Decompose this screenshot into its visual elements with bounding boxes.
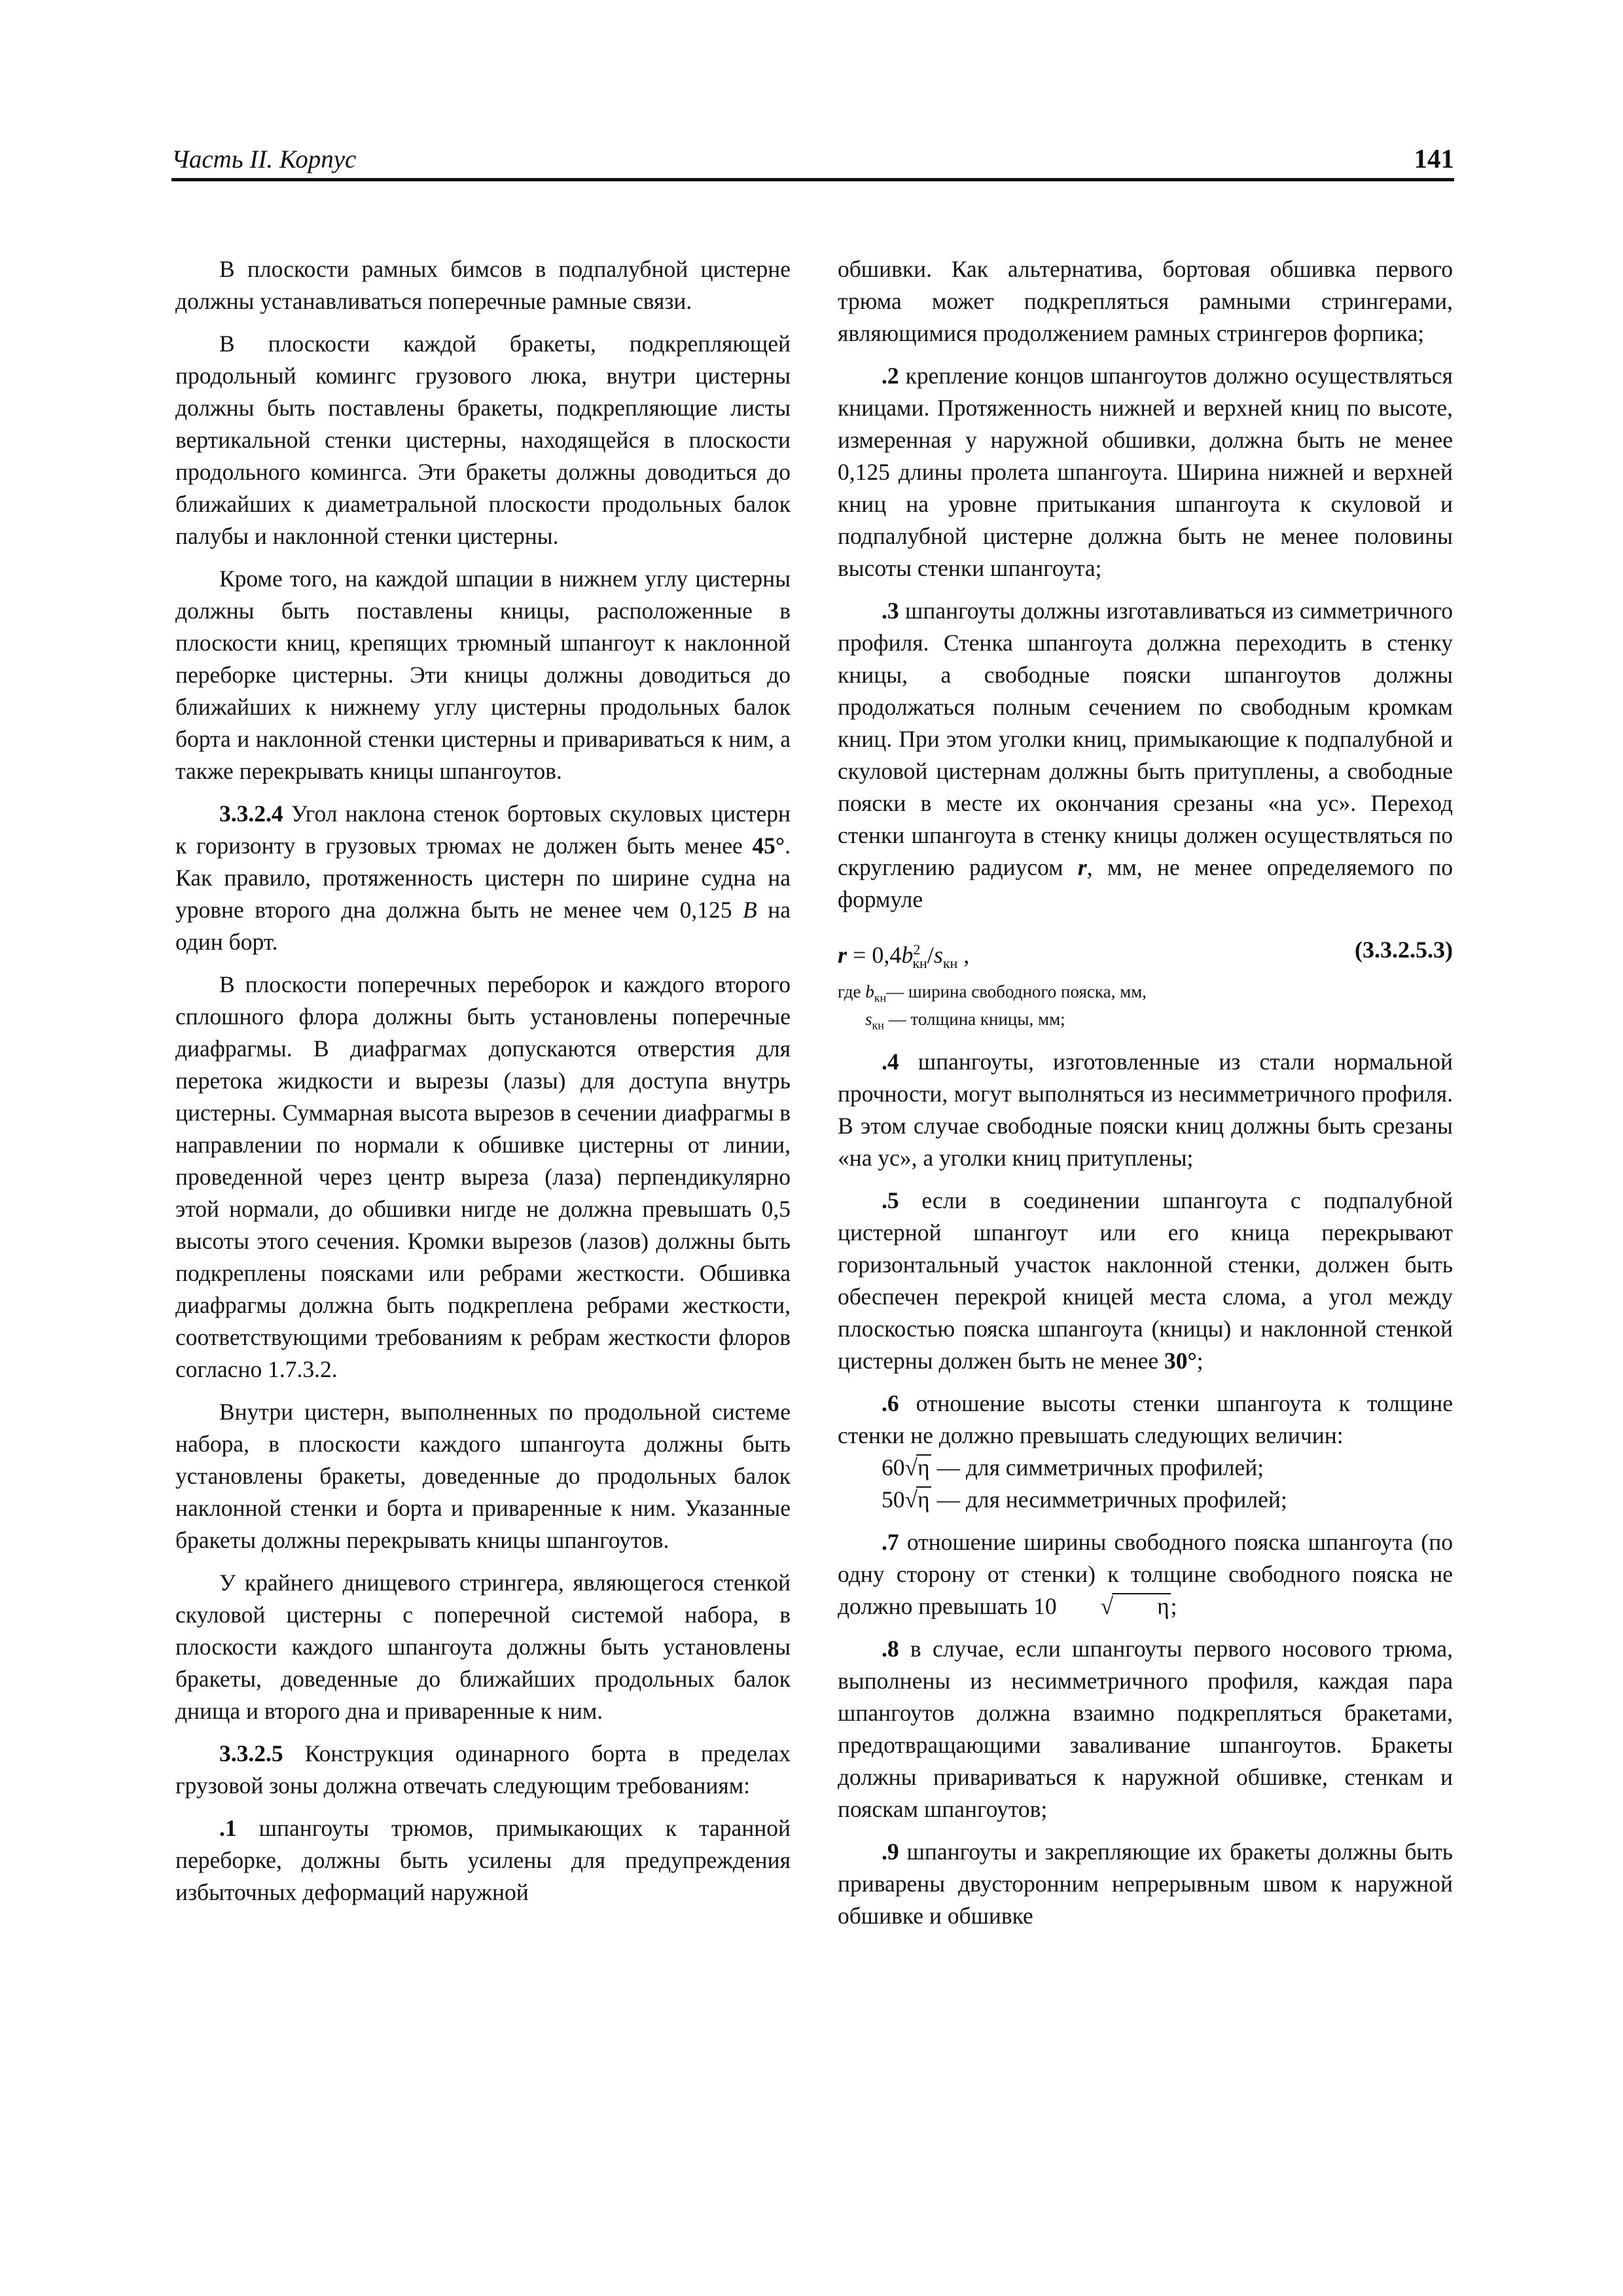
ratio-coef: 60 — [882, 1454, 905, 1480]
running-title: Часть II. Корпус — [171, 145, 357, 173]
paragraph-3-3-2-4 — [175, 798, 791, 958]
sqrt-radicand: η — [917, 1486, 930, 1513]
legend-desc: — ширина свободного пояска, мм, — [886, 982, 1147, 1001]
formula-tail: , — [957, 942, 970, 968]
sqrt-sign: √ — [904, 1454, 918, 1480]
text-run: отношение ширины свободного пояска шпангоута (по одну сторону от стенки) к толщине свободного пояска не должно превышать 10 — [838, 1528, 1453, 1619]
legend-symbol: b — [865, 982, 874, 1001]
formula-sup: 2 — [913, 941, 921, 958]
text-run: — для симметричных профилей; — [931, 1454, 1264, 1480]
formula-lhs: r — [838, 942, 847, 968]
left-column — [175, 253, 791, 1919]
text-run: — для несимметричных профилей; — [931, 1486, 1287, 1513]
ratio-symmetric — [838, 1452, 1453, 1484]
formula-eq: = 0,4 — [847, 942, 902, 968]
list-item-1 — [175, 1812, 791, 1909]
variable: r — [1077, 854, 1087, 880]
variable: B — [743, 897, 757, 923]
paragraph: В плоскости поперечных переборок и каждого второго сплошного флора должны быть установлены поперечные диафрагмы. В диафрагмах допускаются отверстия для перетока жидкости и вырезы (лазы) для доступа внутрь цистерны. Суммарная высота вырезов в сечении диафрагмы в направлении по нормали к обшивке цистерны от линии, проведенной через центр выреза (лаза) перпендикулярно этой нормали, до обшивки нигде не должна превышать 0,5 высоты этого сечения. Кромки вырезов (лазов) должны быть подкреплены поясками или ребрами жесткости. Обшивка диафрагмы должна быть подкреплена ребрами жесткости, соответствующими требованиям к ребрам жесткости флоров согласно 1.7.3.2. — [175, 971, 791, 1382]
item-number: .2 — [882, 363, 899, 389]
formula-legend — [838, 981, 1453, 1037]
item-number: .5 — [882, 1187, 899, 1213]
item-number: .8 — [882, 1635, 899, 1662]
formula-expression — [838, 930, 969, 983]
paragraph: В плоскости рамных бимсов в подпалубной цистерне должны устанавливаться поперечные рамные связи. — [175, 256, 791, 314]
list-item-6 — [838, 1388, 1453, 1452]
list-item-8 — [838, 1633, 1453, 1825]
text-run: на один борт. — [175, 897, 791, 955]
sqrt-radicand: η — [1112, 1593, 1171, 1618]
text-run: в случае, если шпангоуты первого носового трюма, выполнены из несимметричного профиля, каждая пара шпангоутов должна взаимно подкрепляться бракетами, предотвращающими заваливание шпангоутов. Бракеты должны привариваться к наружной обшивке, стенкам и пояскам шпангоутов; — [838, 1635, 1453, 1822]
item-number: .9 — [882, 1838, 899, 1865]
sqrt-sign: √ — [904, 1486, 918, 1513]
paragraph-continued: обшивки. Как альтернатива, бортовая обшивка первого трюма может подкрепляться рамными стрингерами, являющимися продолжением рамных стрингеров форпика; — [838, 256, 1453, 346]
list-item-4 — [838, 1046, 1453, 1174]
legend-sub: кн — [872, 1018, 884, 1032]
formula-3-3-2-5-3 — [838, 930, 1453, 972]
legend-line — [838, 981, 1453, 1009]
text-run: . Как правило, протяженность цистерн по ширине судна на уровне второго дна должна быть не менее чем 0,125 — [175, 833, 791, 923]
paragraph: В плоскости каждой бракеты, подкрепляющей продольный комингс грузового люка, внутри цистерны должны быть поставлены бракеты, подкрепляющие листы вертикальной стенки цистерны, находящейся в плоскости продольного комингса. Эти бракеты должны доводиться до ближайших к диаметральной плоскости продольных балок палубы и наклонной стенки цистерны. — [175, 331, 791, 549]
item-number: .3 — [882, 598, 899, 624]
text-run: шпангоуты и закрепляющие их бракеты должны быть приварены двусторонним непрерывным швом к наружной обшивке и обшивке — [838, 1838, 1453, 1929]
text-run: отношение высоты стенки шпангоута к толщине стенки не должно превышать следующих величин: — [838, 1390, 1453, 1448]
item-number: .4 — [882, 1048, 899, 1075]
page-number: 141 — [1414, 143, 1454, 173]
list-item-3 — [838, 595, 1453, 916]
formula-slash: / — [927, 942, 934, 968]
formula-b: b — [901, 942, 914, 968]
section-number: 3.3.2.5 — [219, 1740, 283, 1767]
text-run: шпангоуты должны изготавливаться из симметричного профиля. Стенка шпангоута должна переходить в стенку кницы, а свободные пояски шпангоутов должны продолжаться полным сечением по свободным кромкам книц. При этом уголки книц, примыкающие к подпалубной и скуловой цистернам должны быть притуплены, а свободные пояски в месте их окончания срезаны «на ус». Переход стенки шпангоута в стенку кницы должен осуществляться по скруглению радиусом — [838, 598, 1453, 880]
angle-value: 30° — [1164, 1347, 1197, 1374]
text-run: , мм, не менее определяемого по формуле — [838, 854, 1453, 912]
formula-number: (3.3.2.5.3) — [1355, 937, 1453, 963]
text-run: шпангоуты, изготовленные из стали нормальной прочности, могут выполняться из несимметричного профиля. В этом случае свободные пояски книц должны быть срезаны «на ус», а уголки книц притуплены; — [838, 1048, 1453, 1171]
text-run: Угол наклона стенок бортовых скуловых цистерн к горизонту в грузовых трюмах не должен быть менее — [175, 800, 791, 859]
text-run: если в соединении шпангоута с подпалубной цистерной шпангоут или его кница перекрывают горизонтальный участок наклонной стенки, должен быть обеспечен перекрой кницей места слома, а угол между плоскостью пояска шпангоута (кницы) и наклонной стенкой цистерны должен быть не менее — [838, 1187, 1453, 1374]
formula-sub: кн — [912, 955, 927, 972]
item-number: .1 — [219, 1815, 237, 1841]
text-run: крепление концов шпангоутов должно осуществляться кницами. Протяженность нижней и верхней книц по высоте, измеренная у наружной обшивки, должна быть не менее 0,125 длины пролета шпангоута. Ширина нижней и верхней книц на уровне притыкания шпангоута к скуловой и подпалубной цистерне должна быть не менее половины высоты стенки шпангоута; — [838, 363, 1453, 581]
legend-sub: кн — [874, 991, 887, 1005]
legend-desc: — толщина кницы, мм; — [883, 1009, 1065, 1030]
ratio-asymmetric — [838, 1484, 1453, 1516]
sqrt-radicand: η — [917, 1454, 930, 1480]
legend-line — [838, 1009, 1453, 1036]
page-header — [171, 139, 1454, 181]
text-run: Конструкция одинарного борта в пределах грузовой зоны должна отвечать следующим требованиям: — [175, 1740, 791, 1799]
list-item-9 — [838, 1836, 1453, 1932]
text-run: ; — [1170, 1592, 1177, 1619]
section-number: 3.3.2.4 — [219, 800, 283, 827]
list-item-7 — [838, 1526, 1453, 1623]
item-number: .6 — [882, 1390, 899, 1416]
formula-s: s — [933, 942, 943, 968]
right-column — [838, 253, 1453, 1943]
list-item-2 — [838, 360, 1453, 584]
sqrt-sign: √ — [1100, 1592, 1114, 1619]
legend-symbol: s — [865, 1009, 872, 1030]
paragraph: Кроме того, на каждой шпации в нижнем углу цистерны должны быть поставлены кницы, расположенные в плоскости книц, крепящих трюмный шпангоут к наклонной переборке цистерны. Эти кницы должны доводиться до ближайших к нижнему углу цистерны продольных балок борта и наклонной стенки цистерны и привариваться к ним, а также перекрывать кницы шпангоутов. — [175, 565, 791, 784]
angle-value: 45° — [752, 833, 785, 859]
formula-sub: кн — [942, 955, 958, 972]
text-run: ; — [1196, 1347, 1204, 1374]
paragraph: Внутри цистерн, выполненных по продольной системе набора, в плоскости каждого шпангоута должны быть установлены бракеты, доведенные до продольных балок наклонной стенки и борта и приваренные к ним. Указанные бракеты должны перекрывать кницы шпангоутов. — [175, 1399, 791, 1553]
ratio-coef: 50 — [882, 1486, 905, 1513]
text-run: шпангоуты трюмов, примыкающих к таранной переборке, должны быть усилены для предупреждения избыточных деформаций наружной — [175, 1815, 791, 1905]
paragraph-3-3-2-5 — [175, 1738, 791, 1802]
item-number: .7 — [882, 1528, 899, 1555]
list-item-5 — [838, 1185, 1453, 1377]
paragraph: У крайнего днищевого стрингера, являющегося стенкой скуловой цистерны с поперечной системой набора, в плоскости каждого шпангоута должны быть установлены бракеты, доведенные до ближайших продольных балок днища и второго дна и приваренные к ним. — [175, 1570, 791, 1724]
legend-intro: где — [838, 982, 866, 1001]
